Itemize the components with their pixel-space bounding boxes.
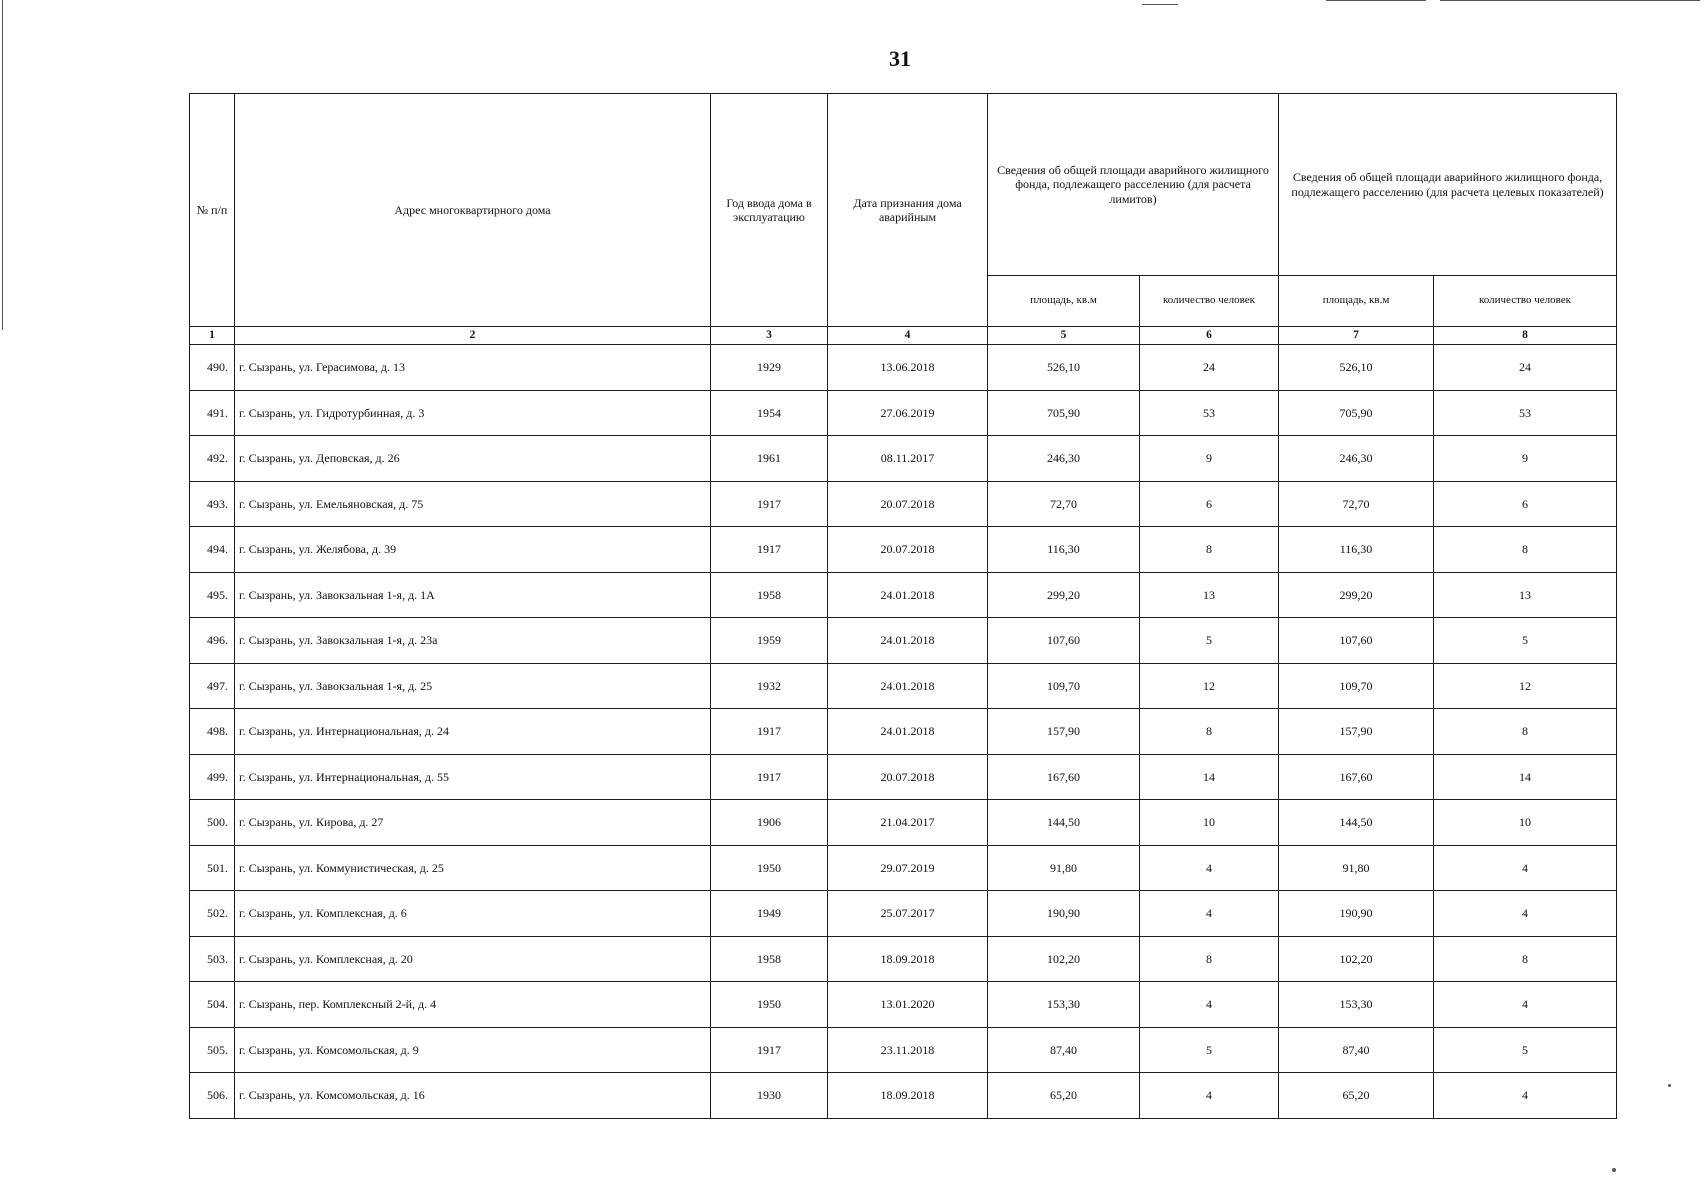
row-year: 1961 [711, 436, 828, 482]
row-people-limits: 8 [1140, 936, 1279, 982]
row-date: 24.01.2018 [828, 663, 988, 709]
row-date: 29.07.2019 [828, 845, 988, 891]
row-index: 491. [190, 390, 235, 436]
header-address: Адрес многоквартирного дома [235, 94, 711, 327]
row-address: г. Сызрань, пер. Комплексный 2-й, д. 4 [235, 982, 711, 1028]
row-area-targets: 167,60 [1279, 754, 1434, 800]
row-area-limits: 246,30 [988, 436, 1140, 482]
row-area-limits: 153,30 [988, 982, 1140, 1028]
row-people-limits: 10 [1140, 800, 1279, 846]
row-people-targets: 4 [1434, 1073, 1617, 1119]
row-index: 499. [190, 754, 235, 800]
row-area-limits: 190,90 [988, 891, 1140, 937]
row-area-targets: 299,20 [1279, 572, 1434, 618]
row-index: 492. [190, 436, 235, 482]
row-date: 18.09.2018 [828, 1073, 988, 1119]
row-date: 21.04.2017 [828, 800, 988, 846]
row-people-limits: 12 [1140, 663, 1279, 709]
row-date: 18.09.2018 [828, 936, 988, 982]
row-people-targets: 5 [1434, 1027, 1617, 1073]
column-number: 1 [190, 327, 235, 345]
row-index: 504. [190, 982, 235, 1028]
column-number: 3 [711, 327, 828, 345]
row-people-targets: 6 [1434, 481, 1617, 527]
column-number: 4 [828, 327, 988, 345]
row-people-limits: 13 [1140, 572, 1279, 618]
row-address: г. Сызрань, ул. Герасимова, д. 13 [235, 345, 711, 391]
row-address: г. Сызрань, ул. Гидротурбинная, д. 3 [235, 390, 711, 436]
row-people-targets: 12 [1434, 663, 1617, 709]
row-year: 1930 [711, 1073, 828, 1119]
row-address: г. Сызрань, ул. Завокзальная 1-я, д. 1А [235, 572, 711, 618]
row-people-targets: 5 [1434, 618, 1617, 664]
table-row [190, 891, 1617, 937]
page-number: 31 [889, 46, 911, 71]
table-row [190, 527, 1617, 573]
row-date: 08.11.2017 [828, 436, 988, 482]
row-address: г. Сызрань, ул. Желябова, д. 39 [235, 527, 711, 573]
row-year: 1929 [711, 345, 828, 391]
row-address: г. Сызрань, ул. Комплексная, д. 6 [235, 891, 711, 937]
row-address: г. Сызрань, ул. Кирова, д. 27 [235, 800, 711, 846]
column-number: 6 [1140, 327, 1279, 345]
row-date: 24.01.2018 [828, 618, 988, 664]
table-body [190, 345, 1617, 1119]
table-row [190, 481, 1617, 527]
row-people-limits: 4 [1140, 1073, 1279, 1119]
row-area-limits: 65,20 [988, 1073, 1140, 1119]
row-address: г. Сызрань, ул. Интернациональная, д. 24 [235, 709, 711, 755]
row-area-limits: 157,90 [988, 709, 1140, 755]
row-address: г. Сызрань, ул. Комплексная, д. 20 [235, 936, 711, 982]
row-index: 494. [190, 527, 235, 573]
column-number: 2 [235, 327, 711, 345]
row-date: 20.07.2018 [828, 754, 988, 800]
row-people-targets: 10 [1434, 800, 1617, 846]
row-area-limits: 144,50 [988, 800, 1140, 846]
table-row [190, 709, 1617, 755]
row-year: 1917 [711, 527, 828, 573]
row-people-limits: 6 [1140, 481, 1279, 527]
column-number: 5 [988, 327, 1140, 345]
row-address: г. Сызрань, ул. Завокзальная 1-я, д. 23а [235, 618, 711, 664]
header-group-targets: Сведения об общей площади аварийного жилищного фонда, подлежащего расселению (для расчета целевых показателей) [1279, 94, 1617, 276]
table-row [190, 1027, 1617, 1073]
table-row [190, 754, 1617, 800]
row-people-limits: 5 [1140, 618, 1279, 664]
table-row [190, 390, 1617, 436]
header-people-targets: количество человек [1434, 276, 1617, 327]
table-row [190, 1073, 1617, 1119]
row-address: г. Сызрань, ул. Коммунистическая, д. 25 [235, 845, 711, 891]
row-date: 20.07.2018 [828, 481, 988, 527]
header-group-limits: Сведения об общей площади аварийного жилищного фонда, подлежащего расселению (для расчета лимитов) [988, 94, 1279, 276]
table-row [190, 436, 1617, 482]
scan-line-top-1 [1142, 4, 1178, 5]
row-year: 1917 [711, 481, 828, 527]
row-area-limits: 87,40 [988, 1027, 1140, 1073]
row-people-targets: 4 [1434, 891, 1617, 937]
row-index: 500. [190, 800, 235, 846]
row-people-limits: 8 [1140, 527, 1279, 573]
row-index: 506. [190, 1073, 235, 1119]
row-people-limits: 4 [1140, 891, 1279, 937]
row-area-targets: 705,90 [1279, 390, 1434, 436]
row-date: 20.07.2018 [828, 527, 988, 573]
row-year: 1959 [711, 618, 828, 664]
table-row [190, 936, 1617, 982]
row-area-targets: 107,60 [1279, 618, 1434, 664]
emergency-housing-table [189, 93, 1617, 1119]
row-year: 1958 [711, 572, 828, 618]
row-area-targets: 109,70 [1279, 663, 1434, 709]
table-row [190, 982, 1617, 1028]
row-address: г. Сызрань, ул. Деповская, д. 26 [235, 436, 711, 482]
header-people-limits: количество человек [1140, 276, 1279, 327]
row-area-limits: 91,80 [988, 845, 1140, 891]
row-index: 490. [190, 345, 235, 391]
row-area-targets: 65,20 [1279, 1073, 1434, 1119]
row-area-targets: 87,40 [1279, 1027, 1434, 1073]
row-area-limits: 167,60 [988, 754, 1140, 800]
row-date: 25.07.2017 [828, 891, 988, 937]
scan-dot-2 [1668, 1084, 1671, 1087]
row-area-limits: 116,30 [988, 527, 1140, 573]
row-area-limits: 299,20 [988, 572, 1140, 618]
row-people-limits: 8 [1140, 709, 1279, 755]
row-index: 496. [190, 618, 235, 664]
row-area-limits: 109,70 [988, 663, 1140, 709]
row-area-targets: 153,30 [1279, 982, 1434, 1028]
table-row [190, 572, 1617, 618]
table-row [190, 663, 1617, 709]
row-index: 501. [190, 845, 235, 891]
row-area-targets: 246,30 [1279, 436, 1434, 482]
row-year: 1958 [711, 936, 828, 982]
row-people-targets: 14 [1434, 754, 1617, 800]
row-year: 1954 [711, 390, 828, 436]
row-area-limits: 107,60 [988, 618, 1140, 664]
row-people-targets: 53 [1434, 390, 1617, 436]
header-year: Год ввода дома в эксплуатацию [711, 94, 828, 327]
row-index: 493. [190, 481, 235, 527]
row-year: 1917 [711, 709, 828, 755]
row-area-targets: 144,50 [1279, 800, 1434, 846]
row-people-limits: 24 [1140, 345, 1279, 391]
row-address: г. Сызрань, ул. Емельяновская, д. 75 [235, 481, 711, 527]
row-area-targets: 72,70 [1279, 481, 1434, 527]
header-index: № п/п [190, 94, 235, 327]
row-people-limits: 4 [1140, 845, 1279, 891]
row-index: 498. [190, 709, 235, 755]
row-people-targets: 9 [1434, 436, 1617, 482]
row-people-targets: 4 [1434, 845, 1617, 891]
row-people-limits: 5 [1140, 1027, 1279, 1073]
row-area-limits: 102,20 [988, 936, 1140, 982]
row-year: 1917 [711, 754, 828, 800]
row-year: 1917 [711, 1027, 828, 1073]
row-area-targets: 116,30 [1279, 527, 1434, 573]
row-index: 502. [190, 891, 235, 937]
row-year: 1950 [711, 982, 828, 1028]
table-row [190, 800, 1617, 846]
row-people-limits: 53 [1140, 390, 1279, 436]
row-people-limits: 9 [1140, 436, 1279, 482]
row-area-targets: 91,80 [1279, 845, 1434, 891]
row-year: 1950 [711, 845, 828, 891]
row-address: г. Сызрань, ул. Интернациональная, д. 55 [235, 754, 711, 800]
row-year: 1906 [711, 800, 828, 846]
scan-line-top-3 [1440, 0, 1700, 1]
row-address: г. Сызрань, ул. Завокзальная 1-я, д. 25 [235, 663, 711, 709]
table-row [190, 345, 1617, 391]
row-date: 13.01.2020 [828, 982, 988, 1028]
row-people-targets: 24 [1434, 345, 1617, 391]
row-area-limits: 526,10 [988, 345, 1140, 391]
scan-dot-1 [1612, 1168, 1616, 1172]
row-year: 1949 [711, 891, 828, 937]
row-index: 495. [190, 572, 235, 618]
row-date: 24.01.2018 [828, 572, 988, 618]
header-date: Дата признания дома аварийным [828, 94, 988, 327]
row-people-limits: 4 [1140, 982, 1279, 1028]
header-area-targets: площадь, кв.м [1279, 276, 1434, 327]
row-index: 497. [190, 663, 235, 709]
row-year: 1932 [711, 663, 828, 709]
row-address: г. Сызрань, ул. Комсомольская, д. 16 [235, 1073, 711, 1119]
row-date: 23.11.2018 [828, 1027, 988, 1073]
row-people-targets: 8 [1434, 527, 1617, 573]
row-date: 27.06.2019 [828, 390, 988, 436]
column-number-row [190, 327, 1617, 345]
row-area-limits: 72,70 [988, 481, 1140, 527]
row-area-targets: 102,20 [1279, 936, 1434, 982]
row-address: г. Сызрань, ул. Комсомольская, д. 9 [235, 1027, 711, 1073]
row-people-targets: 13 [1434, 572, 1617, 618]
scan-line-top-2 [1326, 0, 1426, 1]
column-number: 8 [1434, 327, 1617, 345]
row-index: 505. [190, 1027, 235, 1073]
row-index: 503. [190, 936, 235, 982]
row-area-targets: 157,90 [1279, 709, 1434, 755]
header-area-limits: площадь, кв.м [988, 276, 1140, 327]
table-row [190, 845, 1617, 891]
row-area-targets: 526,10 [1279, 345, 1434, 391]
row-date: 13.06.2018 [828, 345, 988, 391]
table-row [190, 618, 1617, 664]
row-area-targets: 190,90 [1279, 891, 1434, 937]
row-people-targets: 4 [1434, 982, 1617, 1028]
row-people-targets: 8 [1434, 709, 1617, 755]
column-number: 7 [1279, 327, 1434, 345]
row-people-limits: 14 [1140, 754, 1279, 800]
row-date: 24.01.2018 [828, 709, 988, 755]
row-area-limits: 705,90 [988, 390, 1140, 436]
row-people-targets: 8 [1434, 936, 1617, 982]
